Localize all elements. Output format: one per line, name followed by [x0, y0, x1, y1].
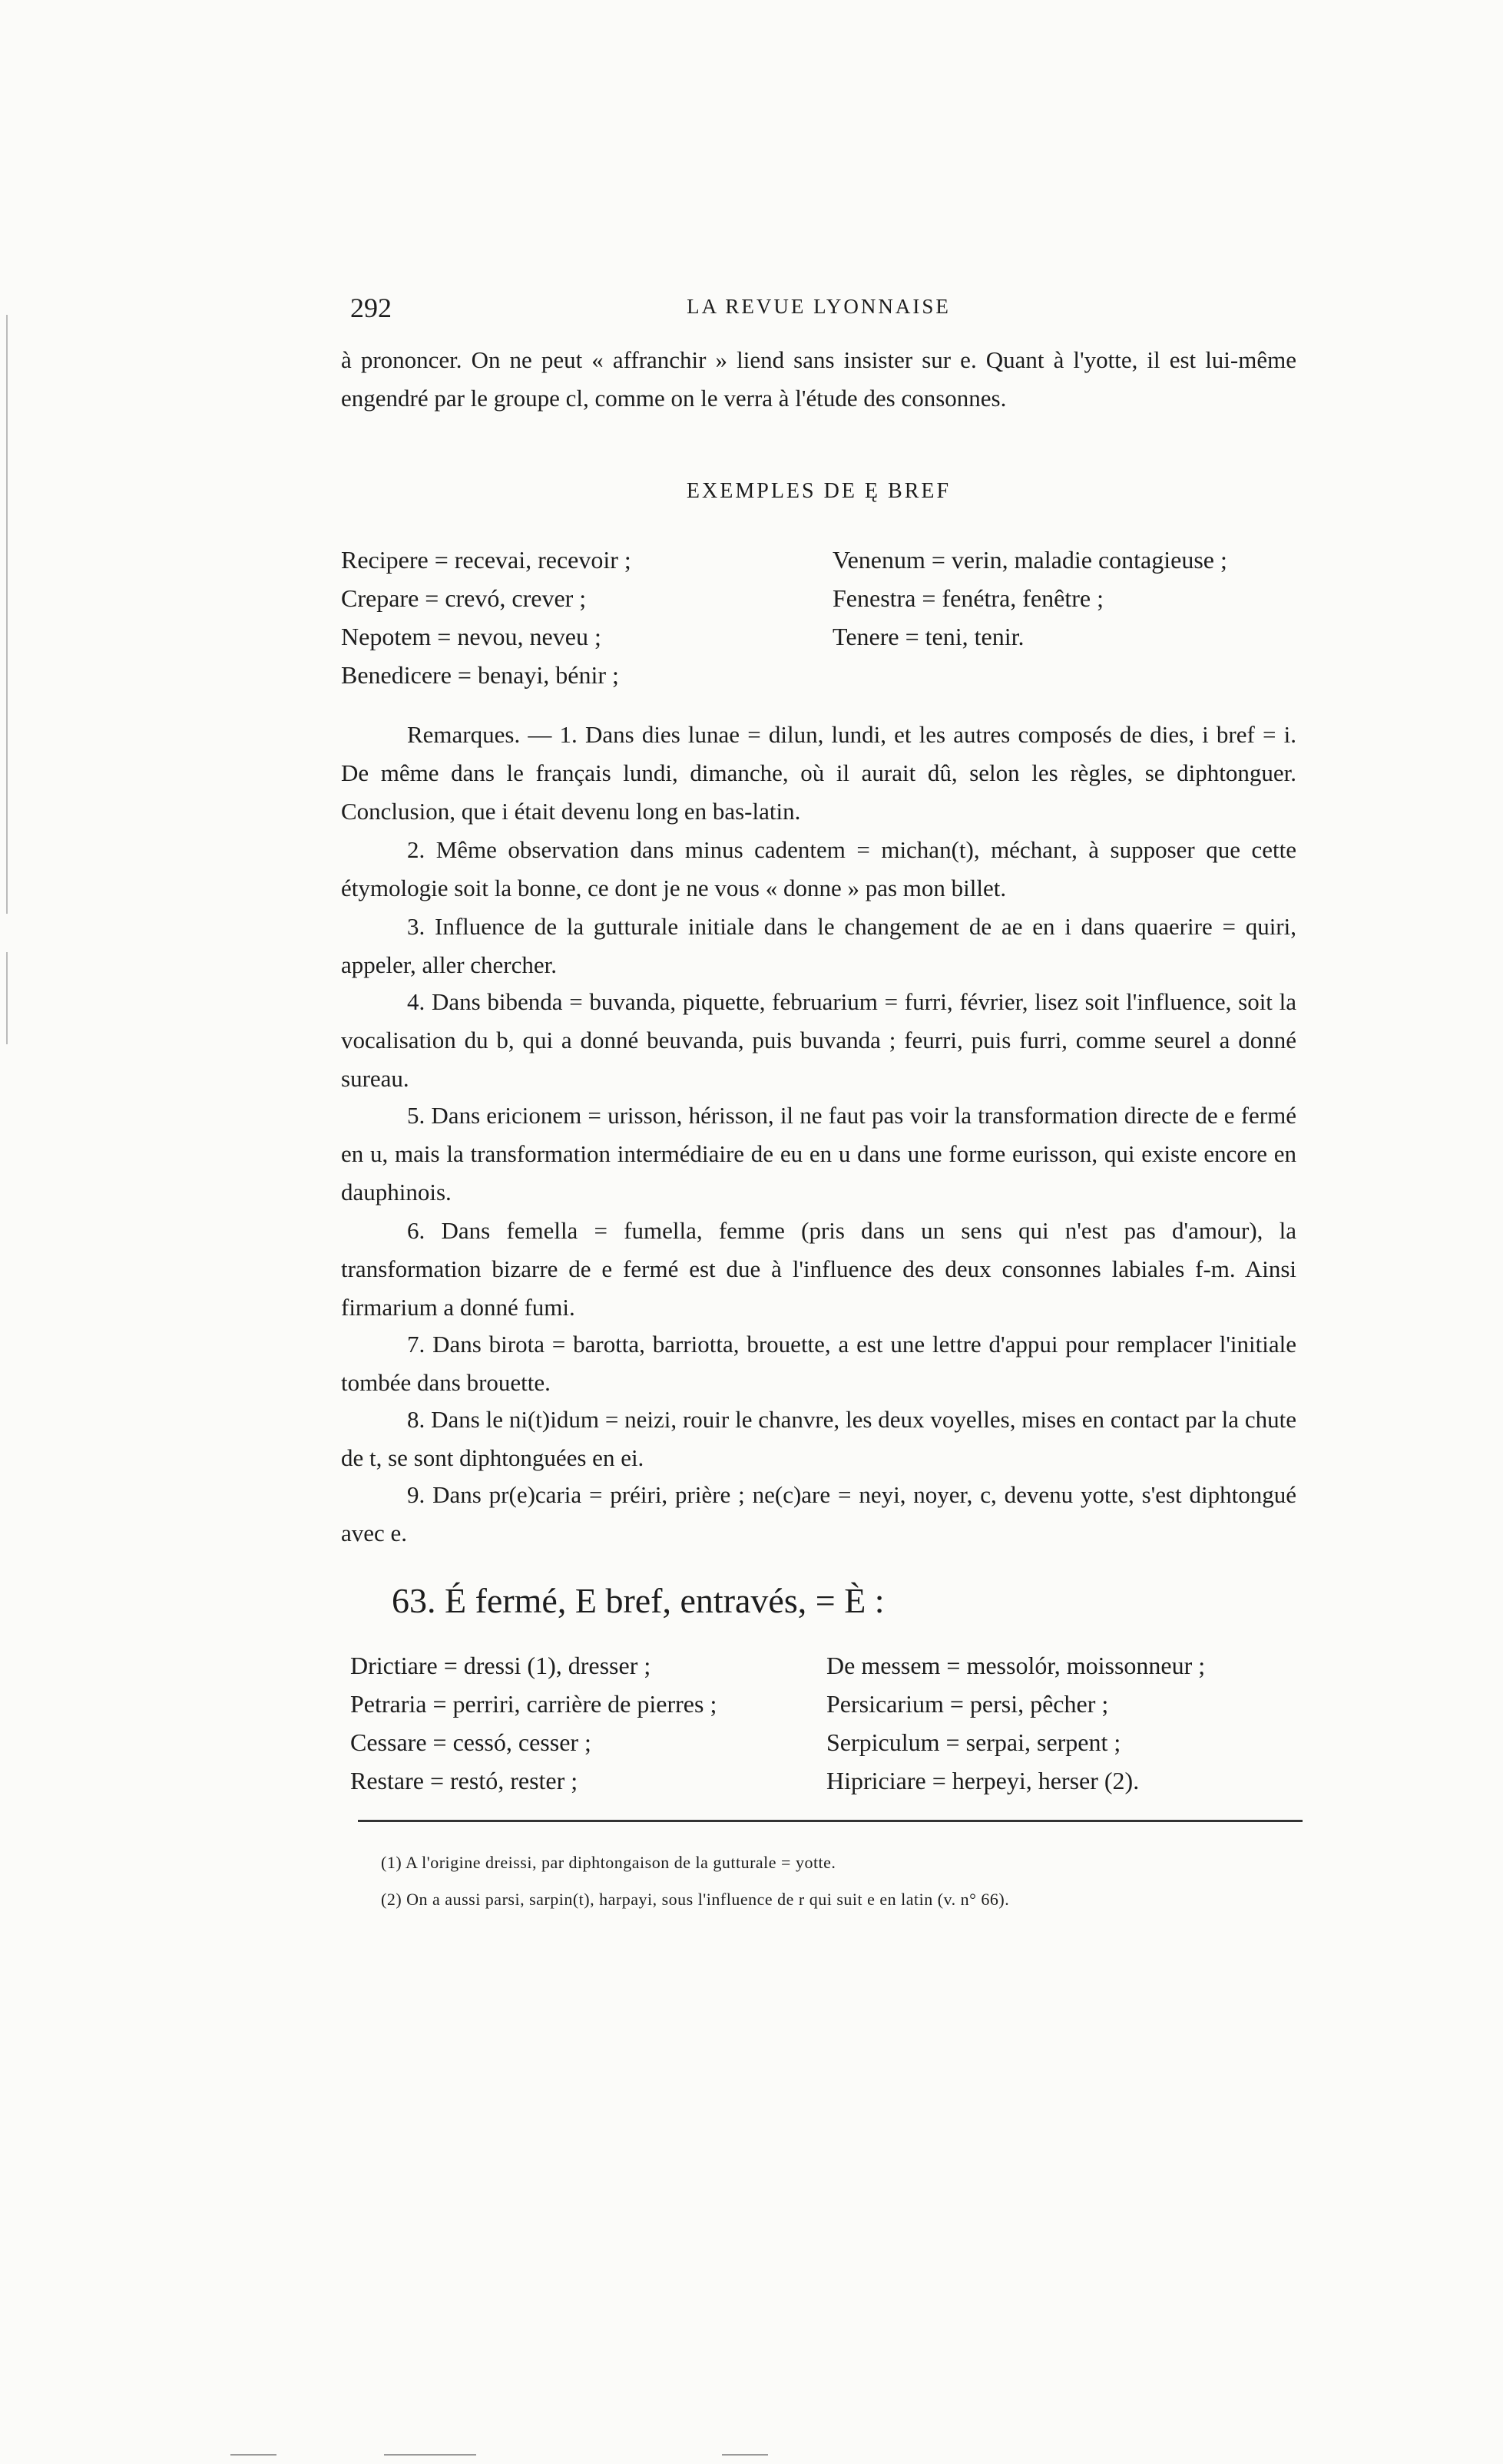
example-line: Venenum = verin, maladie contagieuse ; — [833, 546, 1227, 574]
example-line: Restare = restó, rester ; — [350, 1767, 578, 1794]
page-number: 292 — [350, 293, 392, 323]
section-63-heading: 63. É fermé, E bref, entravés, = È : — [392, 1581, 885, 1620]
scan-bottom-mark — [722, 2454, 768, 2456]
example-line: Petraria = perriri, carrière de pierres ; — [350, 1690, 717, 1718]
examples-63-left-column — [350, 1646, 717, 1800]
remarque-7: 7. Dans birota = barotta, barriotta, brouette, a est une lettre d'appui pour remplacer l'initiale tombée dans brouette. — [341, 1331, 1296, 1396]
scan-margin-edge — [6, 952, 8, 1044]
example-line: Drictiare = dressi (1), dresser ; — [350, 1652, 651, 1679]
footnote-divider — [358, 1820, 1303, 1822]
example-line: Serpiculum = serpai, serpent ; — [826, 1728, 1121, 1756]
example-line: Recipere = recevai, recevoir ; — [341, 546, 631, 574]
example-line: Nepotem = nevou, neveu ; — [341, 623, 601, 650]
footnote-2: (2) On a aussi parsi, sarpin(t), harpayi, sous l'influence de r qui suit e en latin (v. n° 66). — [381, 1890, 1010, 1909]
scan-bottom-mark — [384, 2454, 476, 2456]
remarque-4: 4. Dans bibenda = buvanda, piquette, februarium = furri, février, lisez soit l'influence, soit la vocalisation du b, qui a donné beuvanda, puis buvanda ; feurri, puis furri, comme seurel a donné sureau. — [341, 988, 1296, 1092]
example-line: Tenere = teni, tenir. — [833, 623, 1025, 650]
example-line: Cessare = cessó, cesser ; — [350, 1728, 591, 1756]
remarque-2: 2. Même observation dans minus cadentem = michan(t), méchant, à supposer que cette étymologie soit la bonne, ce dont je ne vous « donne » pas mon billet. — [341, 836, 1296, 901]
remarque-6: 6. Dans femella = fumella, femme (pris dans un sens qui n'est pas d'amour), la transformation bizarre de e fermé est due à l'influence des deux consonnes labiales f-m. Ainsi firmarium a donné fumi. — [341, 1217, 1296, 1321]
remarque-8: 8. Dans le ni(t)idum = neizi, rouir le chanvre, les deux voyelles, mises en contact par la chute de t, se sont diphtonguées en ei. — [341, 1406, 1296, 1471]
remarque-5: 5. Dans ericionem = urisson, hérisson, il ne faut pas voir la transformation directe de e fermé en u, mais la transformation intermédiaire de eu en u dans une forme eurisson, qui existe encore en dauphinois. — [341, 1102, 1296, 1206]
examples-63-right-column — [826, 1646, 1205, 1800]
scan-margin-edge — [6, 315, 8, 914]
example-line: Benedicere = benayi, bénir ; — [341, 661, 619, 689]
remarque-3: 3. Influence de la gutturale initiale dans le changement de ae en i dans quaerire = quiri, appeler, aller chercher. — [341, 913, 1296, 978]
example-line: Fenestra = fenétra, fenêtre ; — [833, 584, 1104, 612]
scan-bottom-mark — [230, 2454, 276, 2456]
section-title-e-bref: EXEMPLES DE Ę BREF — [686, 479, 952, 503]
footnote-1: (1) A l'origine dreissi, par diphtongaison de la gutturale = yotte. — [381, 1853, 836, 1872]
remarque-1: Remarques. — 1. Dans dies lunae = dilun, lundi, et les autres composés de dies, i bref = i. De même dans le français lundi, dimanche, où il aurait dû, selon les règles, se diphtonguer. Conclusion, que i était devenu long en bas-latin. — [341, 721, 1296, 825]
examples-right-column — [833, 541, 1227, 656]
example-line: Hipriciare = herpeyi, herser (2). — [826, 1767, 1140, 1794]
remarque-9: 9. Dans pr(e)caria = préiri, prière ; ne(c)are = neyi, noyer, c, devenu yotte, s'est diphtongué avec e. — [341, 1481, 1296, 1546]
example-line: Crepare = crevó, crever ; — [341, 584, 587, 612]
running-title: LA REVUE LYONNAISE — [687, 295, 951, 318]
example-line: Persicarium = persi, pêcher ; — [826, 1690, 1109, 1718]
examples-left-column — [341, 541, 631, 694]
page-header — [341, 292, 1296, 326]
intro-paragraph: à prononcer. On ne peut « affranchir » liend sans insister sur e. Quant à l'yotte, il est lui-même engendré par le groupe cl, comme on le verra à l'étude des consonnes. — [341, 346, 1296, 412]
example-line: De messem = messolór, moissonneur ; — [826, 1652, 1206, 1679]
